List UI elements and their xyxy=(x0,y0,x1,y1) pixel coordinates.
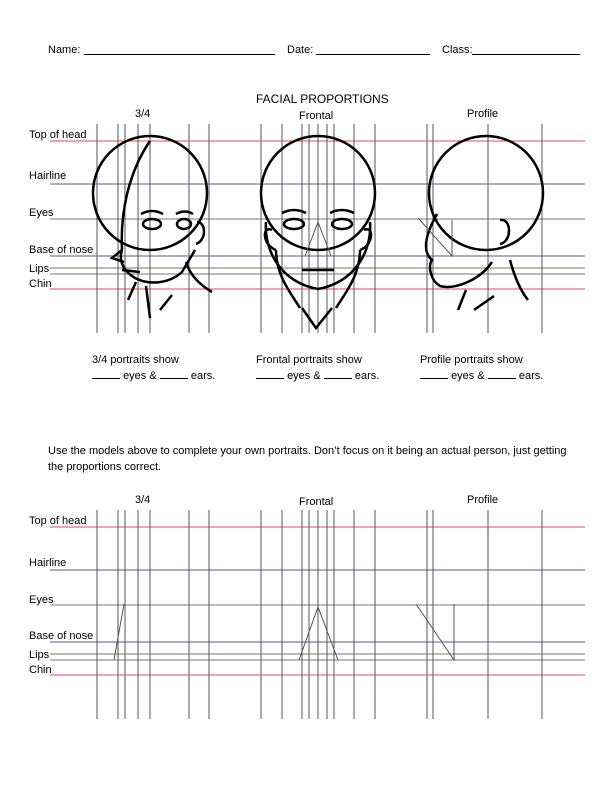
guide-label-hairline: Hairline xyxy=(29,170,67,182)
practice-view-label-three-quarter: 3/4 xyxy=(135,494,151,506)
guide-label-lips: Lips xyxy=(29,263,50,275)
view-label-frontal: Frontal xyxy=(299,110,334,122)
guide-label-eyes: Eyes xyxy=(29,207,54,219)
caption-profile-line1: Profile portraits show xyxy=(420,354,523,366)
practice-guide-label-hairline: Hairline xyxy=(29,557,67,569)
caption-ears-text: ears. xyxy=(190,370,216,382)
caption-eyes-text: eyes & xyxy=(123,370,157,382)
view-label-profile: Profile xyxy=(467,108,499,120)
practice-guide-label-eyes: Eyes xyxy=(29,594,54,606)
caption-frontal-line1: Frontal portraits show xyxy=(256,354,362,366)
caption-eyes-text: eyes & xyxy=(451,370,485,382)
caption-three-quarter-line1: 3/4 portraits show xyxy=(92,354,179,366)
date-label: Date: xyxy=(287,44,314,56)
class-label: Class: xyxy=(442,44,473,56)
guide-label-chin: Chin xyxy=(29,278,52,290)
caption-ears-text: ears. xyxy=(518,370,544,382)
practice-guide-label-base-of-nose: Base of nose xyxy=(29,630,94,642)
page-title: FACIAL PROPORTIONS xyxy=(256,92,389,106)
practice-guide-label-lips: Lips xyxy=(29,649,50,661)
instructions-line2: the proportions correct. xyxy=(48,461,162,473)
view-label-three-quarter: 3/4 xyxy=(135,108,151,120)
practice-view-label-profile: Profile xyxy=(467,494,499,506)
guide-label-base-of-nose: Base of nose xyxy=(29,244,94,256)
guide-label-top-of-head: Top of head xyxy=(29,129,87,141)
practice-guide-label-chin: Chin xyxy=(29,664,52,676)
practice-guide-label-top-of-head: Top of head xyxy=(29,515,87,527)
caption-ears-text: ears. xyxy=(354,370,380,382)
instructions-line1: Use the models above to complete your own portraits. Don’t focus on it being an actual person, just getting xyxy=(48,445,567,457)
caption-eyes-text: eyes & xyxy=(287,370,321,382)
practice-view-label-frontal: Frontal xyxy=(299,496,334,508)
name-label: Name: xyxy=(48,44,81,56)
